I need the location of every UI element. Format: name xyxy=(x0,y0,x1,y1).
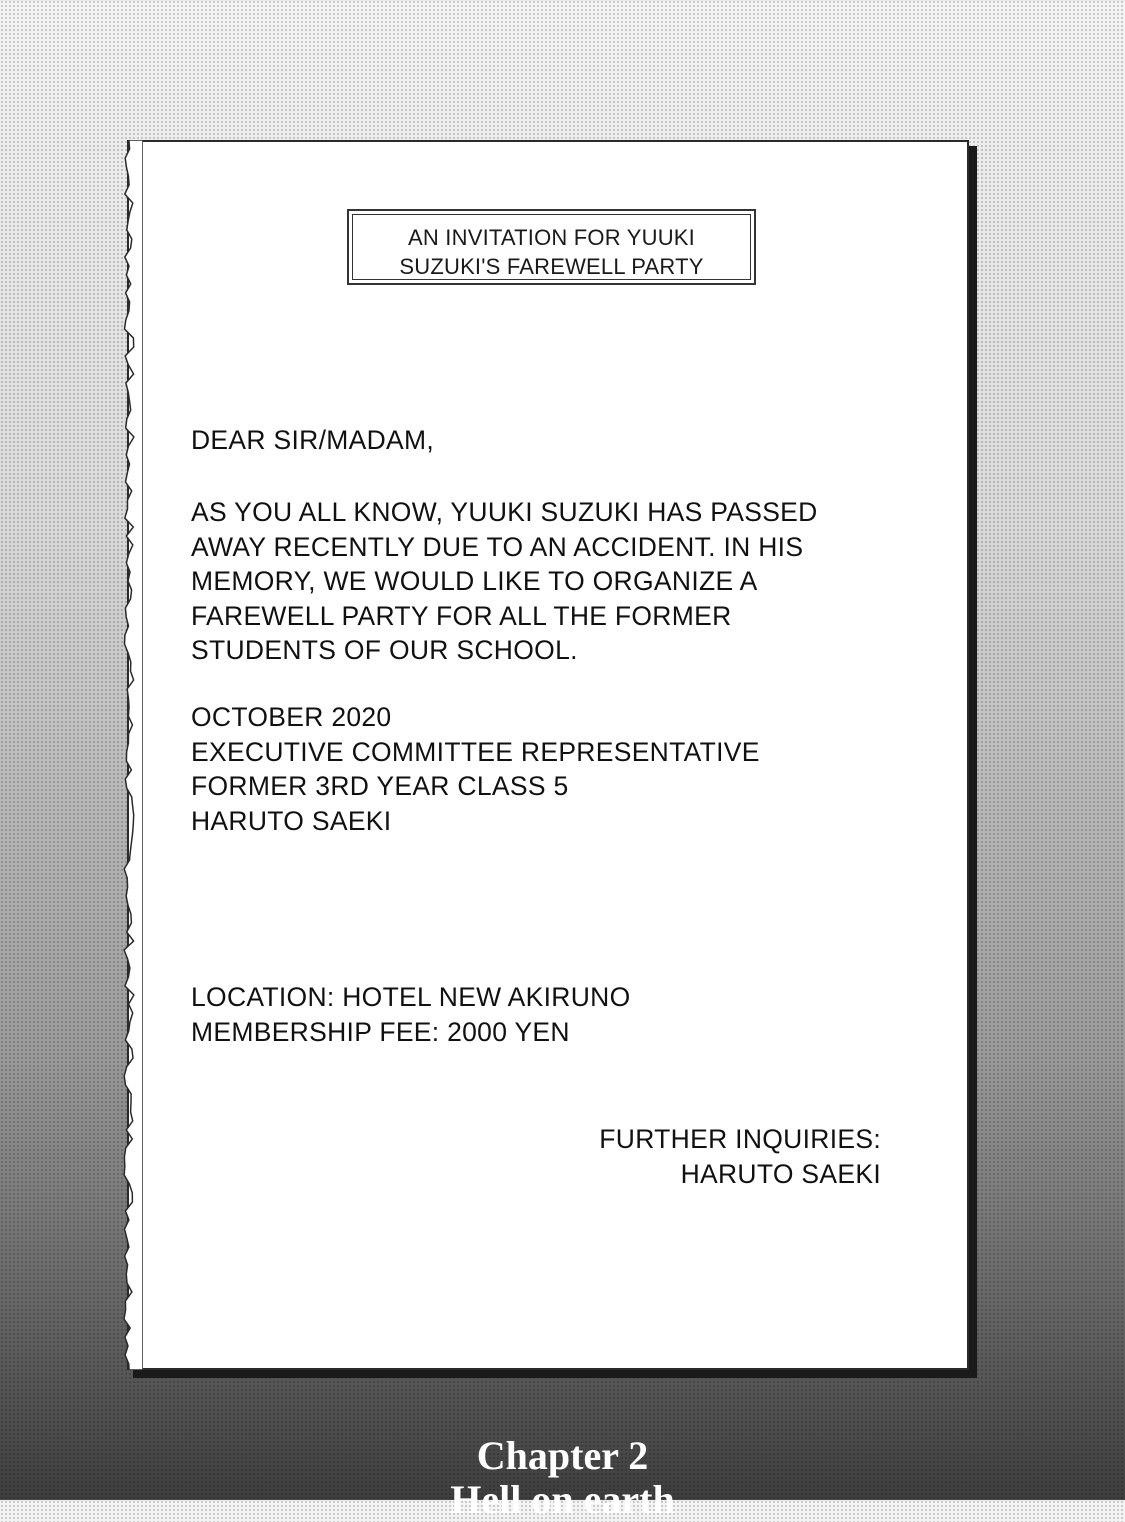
chapter-title: Hell on earth xyxy=(450,1477,675,1522)
message-line: AWAY RECENTLY DUE TO AN ACCIDENT. IN HIS xyxy=(191,531,804,562)
torn-paper-edge xyxy=(121,140,143,1370)
inquiries-name: HARUTO SAEKI xyxy=(680,1158,881,1189)
message-line: FAREWELL PARTY FOR ALL THE FORMER xyxy=(191,600,732,631)
fee-text: MEMBERSHIP FEE: 2000 YEN xyxy=(191,1016,570,1047)
title-line-2: SUZUKI'S FAREWELL PARTY xyxy=(399,254,704,279)
event-details xyxy=(191,980,631,1049)
signature-role: EXECUTIVE COMMITTEE REPRESENTATIVE xyxy=(191,736,760,767)
message-paragraph xyxy=(191,495,818,668)
chapter-label: Chapter 2 xyxy=(476,1433,649,1478)
invitation-letter xyxy=(127,140,969,1370)
invitation-title xyxy=(352,214,751,280)
inquiries-block xyxy=(599,1122,881,1191)
title-line-1: AN INVITATION FOR YUUKI xyxy=(408,225,695,250)
greeting-text: DEAR SIR/MADAM, xyxy=(191,425,435,455)
location-text: LOCATION: HOTEL NEW AKIRUNO xyxy=(191,982,631,1012)
invitation-title-box xyxy=(347,209,756,285)
message-line: AS YOU ALL KNOW, YUUKI SUZUKI HAS PASSED xyxy=(191,497,818,527)
signature-block xyxy=(191,700,760,838)
greeting xyxy=(191,423,434,458)
inquiries-label: FURTHER INQUIRIES: xyxy=(599,1124,881,1154)
signature-date: OCTOBER 2020 xyxy=(191,702,392,732)
message-line: STUDENTS OF OUR SCHOOL. xyxy=(191,635,578,665)
message-line: MEMORY, WE WOULD LIKE TO ORGANIZE A xyxy=(191,566,758,596)
signature-name: HARUTO SAEKI xyxy=(191,805,392,836)
signature-class: FORMER 3RD YEAR CLASS 5 xyxy=(191,771,569,801)
